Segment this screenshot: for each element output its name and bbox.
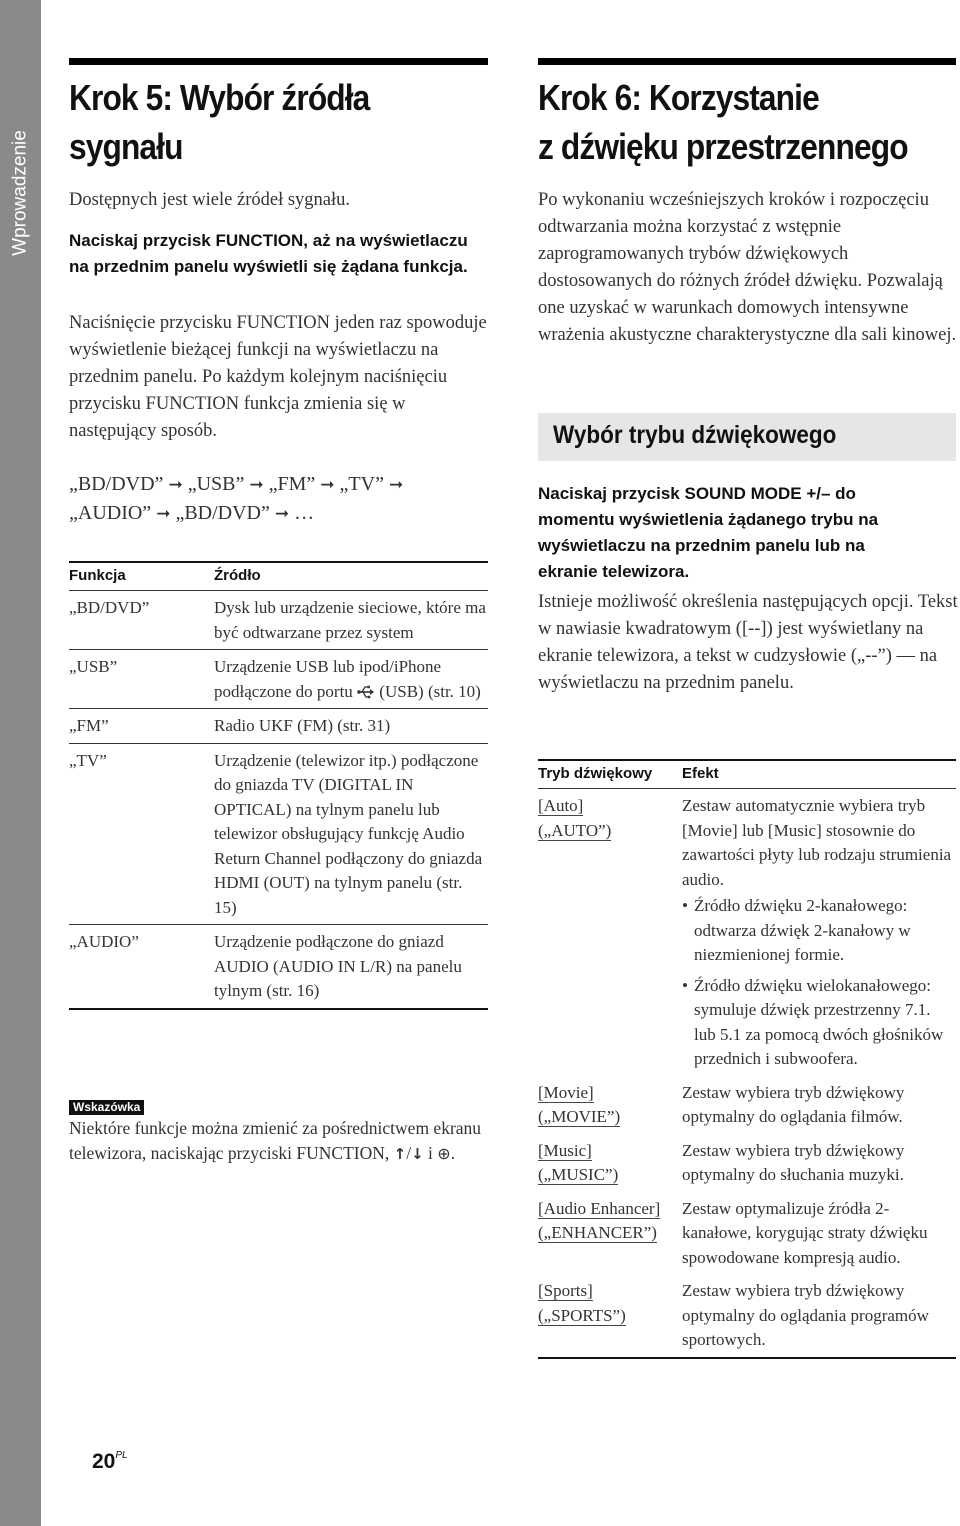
effect-cell: Zestaw wybiera tryb dźwiękowy optymalny do oglądania filmów. (682, 1082, 905, 1126)
source-cell: Urządzenie (telewizor itp.) podłączone do gniazda TV (DIGITAL IN OPTICAL) na tylnym panelu lub telewizor obsługujący funkcję Audio Return Channel podłączony do gniazda HDMI (OUT) na tylnym panelu (str. 15) (214, 750, 483, 917)
table-row (538, 1274, 956, 1358)
function-cell: „USB” (69, 657, 118, 676)
tip-badge: Wskazówka (69, 1100, 144, 1115)
left-heading-line1: Krok 5: Wybór źródła (69, 77, 370, 118)
seq-item: „BD/DVD” (175, 502, 270, 524)
page-number-suffix: PL (115, 1450, 128, 1461)
page-number-value: 20 (92, 1450, 116, 1473)
table-row (69, 591, 488, 650)
seq-item: „AUDIO” (69, 502, 152, 524)
list-item: • Źródło dźwięku 2-kanałowego: odtwarza dźwięk 2-kanałowy w niezmienionej formie. (682, 894, 956, 968)
table-row (69, 650, 488, 709)
table-row (69, 743, 488, 925)
mode-panel-label: („SPORTS”) (538, 1305, 626, 1325)
enter-button-icon: ⊕ (437, 1143, 451, 1163)
seq-item: „BD/DVD” (69, 473, 164, 495)
arrow-right-icon: ➞ (168, 475, 183, 495)
function-cell: „TV” (69, 750, 107, 770)
mode-tv-label: [Auto] (538, 796, 584, 815)
right-heading (538, 73, 908, 171)
function-sequence (69, 470, 488, 528)
mode-cell (538, 1192, 682, 1275)
table-row (69, 925, 488, 1009)
mode-cell (538, 1076, 682, 1134)
tip-text-main: Niektóre funkcje można zmienić za pośrednictwem ekranu telewizora, naciskając przyciski FUNCTION, (69, 1118, 482, 1163)
mode-tv-label: [Music] (538, 1140, 592, 1160)
left-heading (69, 73, 369, 171)
mode-panel-label: („MUSIC”) (538, 1165, 619, 1184)
mode-panel-label: („AUTO”) (538, 820, 612, 840)
function-cell: „BD/DVD” (69, 598, 150, 617)
arrow-right-icon: ➞ (388, 475, 404, 495)
seq-item: „FM” (268, 473, 316, 495)
mode-cell (538, 1134, 682, 1192)
table-header: Funkcja (69, 567, 126, 584)
sound-mode-subheading-box (538, 413, 956, 461)
arrow-down-icon: ↓ (411, 1144, 424, 1163)
function-cell: „FM” (69, 716, 109, 735)
table-header: Tryb dźwiękowy (538, 765, 653, 782)
table-header-row (69, 562, 488, 591)
table-header-row (538, 760, 956, 789)
arrow-right-icon: ➞ (249, 475, 264, 495)
seq-item: … (294, 502, 315, 524)
mode-tv-label: [Audio Enhancer] (538, 1198, 661, 1218)
section-side-tab (0, 0, 41, 1526)
mode-panel-label: („ENHANCER”) (538, 1223, 657, 1242)
table-row (69, 709, 488, 744)
table-row (538, 1192, 956, 1275)
source-text: Urządzenie USB lub ipod/iPhone podłączone do portu (214, 657, 442, 701)
section-side-tab-label: Wprowadzenie (9, 130, 31, 256)
seq-item: „USB” (187, 473, 245, 495)
arrow-right-icon: ➞ (274, 504, 290, 524)
right-instruction: Naciskaj przycisk SOUND MODE +/– do momentu wyświetlenia żądanego trybu na wyświetlaczu na przednim panelu lub na ekranie telewizora. (538, 484, 879, 581)
tip-text-end: . (450, 1142, 456, 1163)
left-heading-rule (69, 58, 488, 65)
source-cell: Radio UKF (FM) (str. 31) (214, 716, 391, 735)
list-item: • Źródło dźwięku wielokanałowego: symuluje dźwięk przestrzenny 7.1. lub 5.1 za pomocą dwóch głośników przednich i subwoofera. (682, 974, 956, 1072)
left-heading-line2: sygnału (69, 126, 183, 167)
function-table (69, 561, 488, 1010)
sound-mode-table (538, 759, 956, 1359)
right-heading-line1: Krok 6: Korzystanie (538, 77, 819, 118)
usb-icon (357, 685, 375, 699)
mode-cell (538, 789, 682, 1076)
mode-cell (538, 1274, 682, 1358)
effect-cell: Zestaw wybiera tryb dźwiękowy optymalny do słuchania muzyki. (682, 1140, 905, 1184)
table-header: Źródło (214, 567, 261, 584)
tip-text: Niektóre funkcje można zmienić za pośrednictwem ekranu telewizora, naciskając przyciski FUNCTION, ↑/↓ i ⊕. (69, 1118, 482, 1163)
left-instruction: Naciskaj przycisk FUNCTION, aż na wyświetlaczu na przednim panelu wyświetli się żądana funkcja. (69, 231, 468, 276)
right-heading-line2: z dźwięku przestrzennego (538, 126, 908, 167)
table-row (538, 1134, 956, 1192)
source-text: (USB) (str. 10) (379, 681, 481, 701)
effect-text: Zestaw automatycznie wybiera tryb [Movie] lub [Music] stosownie do zawartości płyty lub rodzaju strumienia audio. (682, 796, 952, 889)
seq-item: „TV” (339, 473, 384, 495)
mode-panel-label: („MOVIE”) (538, 1107, 621, 1126)
mode-tv-label: [Sports] (538, 1281, 593, 1300)
table-row (538, 1076, 956, 1134)
page-number (92, 1450, 128, 1474)
table-header: Efekt (682, 765, 719, 782)
arrow-right-icon: ➞ (320, 475, 335, 495)
source-cell: Urządzenie podłączone do gniazd AUDIO (AUDIO IN L/R) na panelu tylnym (str. 16) (214, 932, 462, 1000)
left-body: Naciśnięcie przycisku FUNCTION jeden raz spowoduje wyświetlenie bieżącej funkcji na wyświetlaczu na przednim panelu. Po każdym kolejnym naciśnięciu przycisku FUNCTION funkcja zmienia się w następujący sposób. (69, 313, 487, 441)
effect-cell: Zestaw wybiera tryb dźwiękowy optymalny do oglądania programów sportowych. (682, 1281, 929, 1349)
source-cell (214, 650, 488, 709)
source-cell: Dysk lub urządzenie sieciowe, które ma być odtwarzane przez system (214, 598, 486, 642)
effect-cell (682, 789, 956, 1076)
arrow-up-icon: ↑ (393, 1144, 407, 1163)
right-body: Istnieje możliwość określenia następujących opcji. Tekst w nawiasie kwadratowym ([--]) jest wyświetlany na ekranie telewizora, a tekst w cudzysłowie („--”) — na wyświetlaczu na przednim panelu. (538, 592, 958, 693)
arrow-right-icon: ➞ (156, 504, 171, 524)
function-cell: „AUDIO” (69, 932, 139, 951)
right-intro: Po wykonaniu wcześniejszych kroków i rozpoczęciu odtwarzania można korzystać z wstępnie zaprogramowanych trybów dźwiękowych dostosowanych do różnych źródeł dźwięku. Pozwalają one uzyskać w warunkach domowych intensywne wrażenia akustyczne charakterystyczne dla sali kinowej. (538, 190, 957, 345)
table-row (538, 789, 956, 1076)
effect-cell: Zestaw optymalizuje źródła 2-kanałowe, korygując straty dźwięku spowodowane kompresją audio. (682, 1198, 928, 1267)
mode-tv-label: [Movie] (538, 1082, 594, 1102)
sound-mode-subheading: Wybór trybu dźwiękowego (553, 421, 837, 449)
left-intro: Dostępnych jest wiele źródeł sygnału. (69, 190, 351, 210)
tip-text-and: i (428, 1142, 433, 1163)
effect-bullet-list (682, 894, 956, 1072)
right-heading-rule (538, 58, 956, 65)
